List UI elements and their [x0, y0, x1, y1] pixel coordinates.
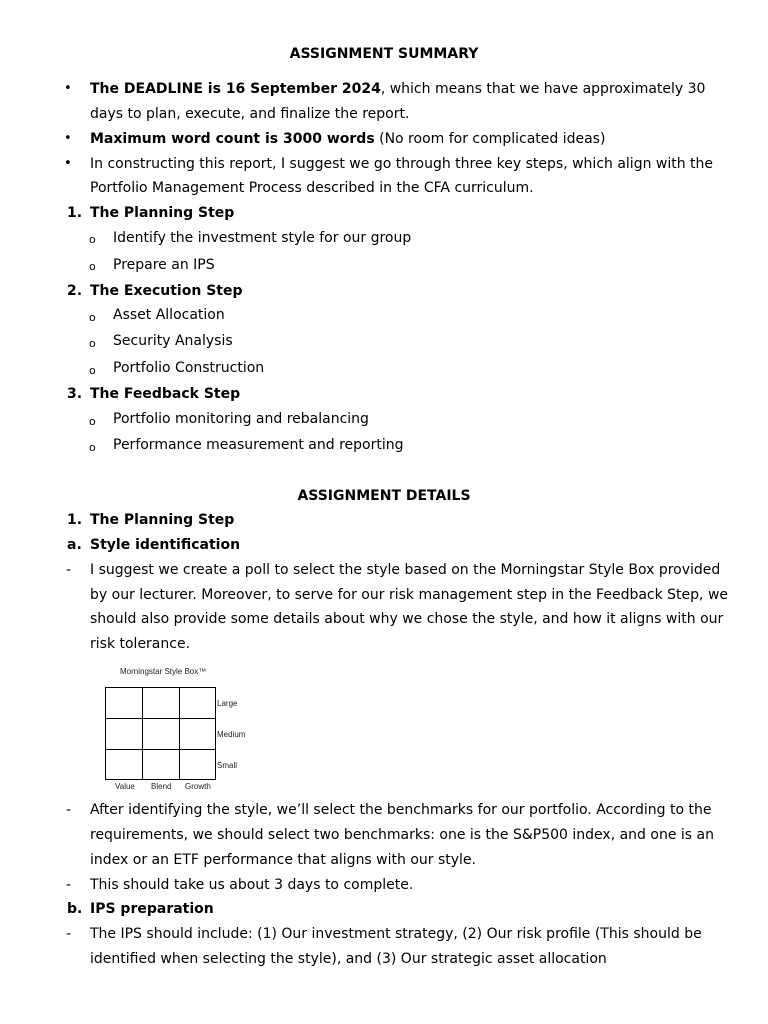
morningstar-style-box-figure — [100, 664, 250, 792]
wordcount-rest: (No room for complicated ideas) — [374, 131, 606, 147]
step-number: 2. — [67, 283, 83, 299]
step-item: Asset Allocation — [113, 307, 225, 323]
style-box-row-label: Medium — [217, 730, 246, 739]
paragraph-line: The IPS should include: (1) Our investment strategy, (2) Our risk profile (This should be — [90, 926, 702, 942]
steps-intro-line-2: Portfolio Management Process described in the CFA curriculum. — [90, 180, 534, 196]
style-identification-heading: Style identification — [90, 537, 241, 553]
style-box-title: Morningstar Style Box™ — [120, 667, 207, 676]
dash-marker: - — [66, 802, 72, 818]
paragraph-line: by our lecturer. Moreover, to serve for our risk management step in the Feedback Step, we — [90, 587, 729, 603]
step-title-execution: The Execution Step — [90, 283, 243, 299]
summary-title: ASSIGNMENT SUMMARY — [289, 46, 479, 62]
bullet-marker: • — [64, 131, 72, 146]
step-item: Prepare an IPS — [113, 257, 215, 273]
style-box-col-label: Value — [115, 782, 135, 791]
paragraph-line: identified when selecting the style), and (3) Our strategic asset allocation — [90, 951, 607, 967]
paragraph-line: This should take us about 3 days to complete. — [90, 877, 414, 893]
sub-bullet-marker: o — [89, 415, 96, 428]
step-item: Performance measurement and reporting — [113, 437, 404, 453]
step-item: Identify the investment style for our group — [113, 230, 412, 246]
grid-line — [179, 688, 180, 779]
step-number: 3. — [67, 386, 83, 402]
bullet-marker: • — [64, 81, 72, 96]
details-title: ASSIGNMENT DETAILS — [297, 488, 471, 504]
steps-intro-line-1: In constructing this report, I suggest we go through three key steps, which align with the — [90, 156, 714, 172]
step-title-planning: The Planning Step — [90, 205, 235, 221]
style-box-grid — [105, 687, 216, 780]
sub-bullet-marker: o — [89, 311, 96, 324]
paragraph-line: risk tolerance. — [90, 636, 191, 652]
dash-marker: - — [66, 926, 72, 942]
step-number: 1. — [67, 512, 83, 528]
style-box-row-label: Large — [217, 699, 238, 708]
style-box-row-label: Small — [217, 761, 238, 770]
deadline-line-2: days to plan, execute, and finalize the report. — [90, 106, 410, 122]
deadline-line-1 — [90, 81, 705, 97]
paragraph-line: I suggest we create a poll to select the style based on the Morningstar Style Box provided — [90, 562, 721, 578]
deadline-bold: The DEADLINE is 16 September 2024 — [90, 81, 381, 97]
grid-line — [142, 688, 143, 779]
wordcount-line — [90, 131, 605, 147]
step-item: Portfolio monitoring and rebalancing — [113, 411, 369, 427]
sub-bullet-marker: o — [89, 337, 96, 350]
step-item: Security Analysis — [113, 333, 233, 349]
wordcount-bold: Maximum word count is 3000 words — [90, 131, 375, 147]
bullet-marker: • — [64, 156, 72, 171]
style-box-col-label: Growth — [185, 782, 211, 791]
details-step-title: The Planning Step — [90, 512, 235, 528]
paragraph-line: requirements, we should select two benchmarks: one is the S&P500 index, and one is an — [90, 827, 714, 843]
paragraph-line: should also provide some details about why we chose the style, and how it aligns with our — [90, 611, 724, 627]
grid-line — [106, 749, 215, 750]
section-letter: b. — [67, 901, 83, 917]
sub-bullet-marker: o — [89, 364, 96, 377]
paragraph-line: After identifying the style, we’ll select the benchmarks for our portfolio. According to the — [90, 802, 712, 818]
sub-bullet-marker: o — [89, 233, 96, 246]
ips-preparation-heading: IPS preparation — [90, 901, 214, 917]
step-item: Portfolio Construction — [113, 360, 265, 376]
grid-line — [106, 718, 215, 719]
sub-bullet-marker: o — [89, 260, 96, 273]
dash-marker: - — [66, 562, 72, 578]
deadline-rest: , which means that we have approximately 30 — [380, 81, 706, 97]
step-title-feedback: The Feedback Step — [90, 386, 241, 402]
style-box-col-label: Blend — [151, 782, 172, 791]
dash-marker: - — [66, 877, 72, 893]
sub-bullet-marker: o — [89, 441, 96, 454]
section-letter: a. — [67, 537, 82, 553]
paragraph-line: index or an ETF performance that aligns with our style. — [90, 852, 476, 868]
step-number: 1. — [67, 205, 83, 221]
